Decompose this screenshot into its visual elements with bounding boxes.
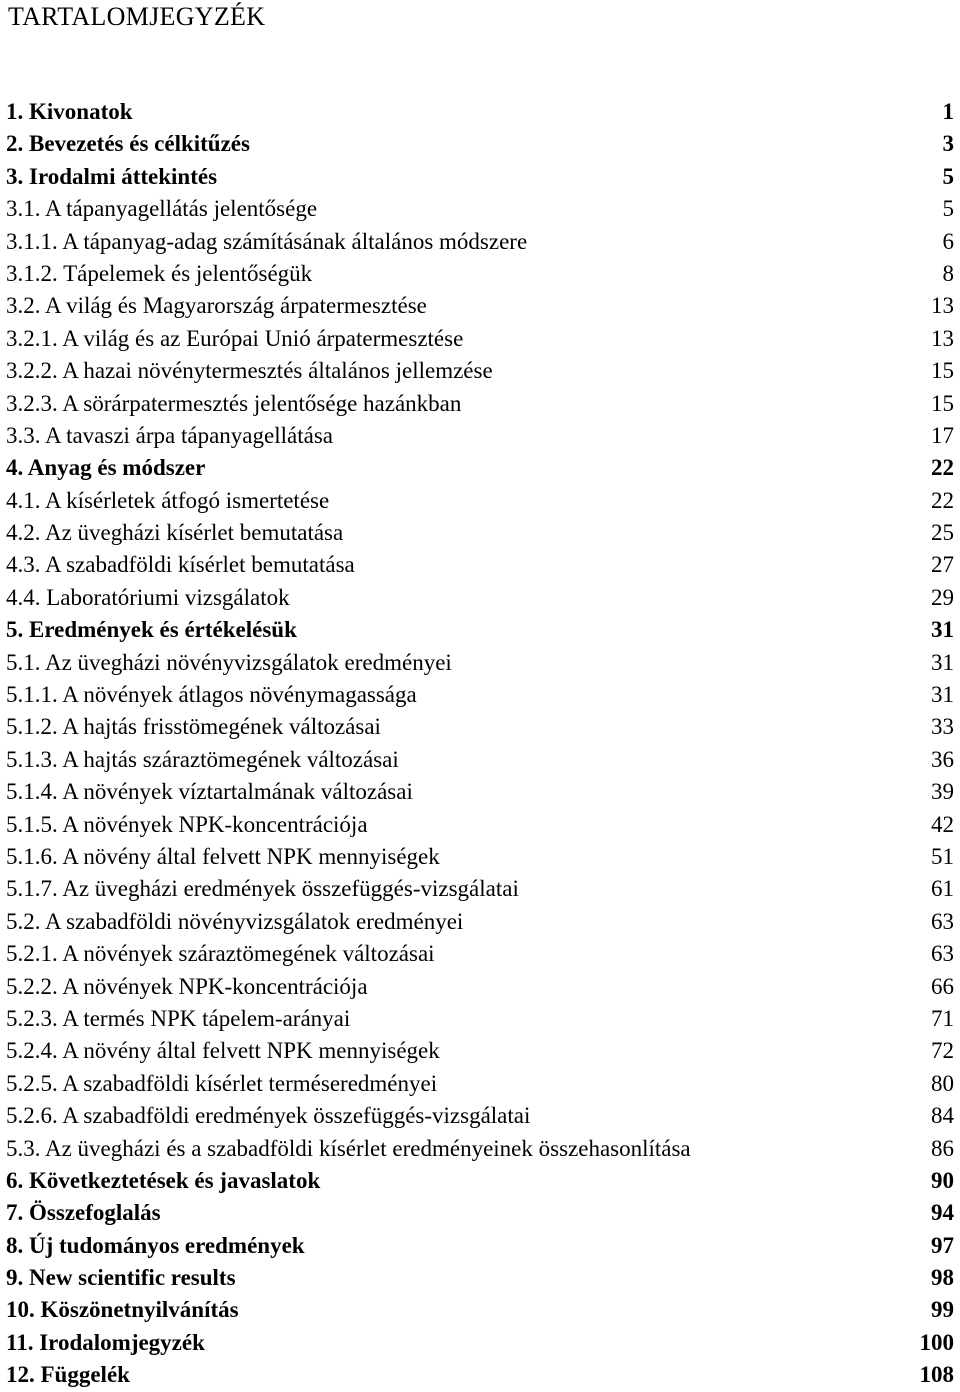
toc-entry [0, 323, 960, 355]
toc-entry-label: 5.1. Az üvegházi növényvizsgálatok eredményei [6, 649, 452, 675]
toc-entry-page-number: 22 [931, 455, 954, 481]
toc-entry-label: 5. Eredmények és értékelésük [6, 617, 297, 643]
toc-entry [0, 549, 960, 581]
toc-entry-label: 5.1.5. A növények NPK-koncentrációja [6, 811, 368, 837]
toc-entry-page-number: 80 [931, 1070, 954, 1096]
toc-entry-label: 5.2. A szabadföldi növényvizsgálatok eredményei [6, 908, 464, 934]
toc-entry-label: 5.1.4. A növények víztartalmának változásai [6, 779, 413, 805]
toc-entry-label: 5.1.7. Az üvegházi eredmények összefüggés-vizsgálatai [6, 876, 519, 902]
toc-entry-page-number: 29 [931, 584, 954, 610]
toc-entry-page-number: 8 [942, 260, 954, 286]
toc-entry [0, 744, 960, 776]
toc-entry-page-number: 5 [942, 196, 954, 222]
toc-entry-page-number: 6 [942, 228, 954, 254]
toc-entry-page-number: 25 [931, 520, 954, 546]
toc-entry-page-number: 94 [931, 1200, 954, 1226]
toc-entry-label: 5.1.3. A hajtás száraztömegének változásai [6, 746, 399, 772]
toc-entry-label: 8. Új tudományos eredmények [6, 1232, 305, 1258]
toc-entry-label: 5.2.3. A termés NPK tápelem-arányai [6, 1005, 351, 1031]
toc-entry-page-number: 13 [931, 293, 954, 319]
toc-entry-page-number: 31 [931, 617, 954, 643]
toc-entry [0, 1262, 960, 1294]
toc-entry [0, 938, 960, 970]
toc-entry-label: 4.4. Laboratóriumi vizsgálatok [6, 584, 290, 610]
toc-entry-label: 6. Következtetések és javaslatok [6, 1167, 321, 1193]
toc-entry [0, 1359, 960, 1391]
toc-entry [0, 452, 960, 484]
toc-entry [0, 161, 960, 193]
table-of-contents [0, 96, 960, 1392]
toc-entry-page-number: 36 [931, 746, 954, 772]
toc-entry [0, 1068, 960, 1100]
toc-entry-page-number: 84 [931, 1103, 954, 1129]
toc-entry [0, 290, 960, 322]
toc-entry-page-number: 98 [931, 1265, 954, 1291]
toc-entry-label: 1. Kivonatok [6, 99, 133, 124]
toc-entry-label: 5.2.4. A növény által felvett NPK mennyiségek [6, 1038, 440, 1064]
toc-entry [0, 258, 960, 290]
toc-entry-label: 4. Anyag és módszer [6, 455, 206, 481]
toc-entry-page-number: 61 [931, 876, 954, 902]
toc-entry [0, 1294, 960, 1326]
toc-entry-page-number: 71 [931, 1005, 954, 1031]
toc-entry [0, 485, 960, 517]
toc-entry-page-number: 3 [942, 131, 954, 157]
toc-entry-label: 5.1.2. A hajtás frisstömegének változásai [6, 714, 381, 740]
toc-entry [0, 1197, 960, 1229]
toc-entry-label: 5.2.2. A növények NPK-koncentrációja [6, 973, 368, 999]
toc-entry [0, 1165, 960, 1197]
toc-entry [0, 1133, 960, 1165]
toc-entry-label: 5.3. Az üvegházi és a szabadföldi kísérlet eredményeinek összehasonlítása [6, 1135, 691, 1161]
toc-entry-page-number: 17 [931, 422, 954, 448]
toc-entry-page-number: 1 [942, 99, 954, 124]
toc-entry-label: 4.2. Az üvegházi kísérlet bemutatása [6, 520, 344, 546]
toc-entry [0, 355, 960, 387]
toc-entry-label: 10. Köszönetnyilvánítás [6, 1297, 239, 1323]
toc-entry-label: 3.1.2. Tápelemek és jelentőségük [6, 260, 313, 286]
toc-entry [0, 873, 960, 905]
toc-entry-page-number: 72 [931, 1038, 954, 1064]
page-title: TARTALOMJEGYZÉK [8, 2, 266, 31]
toc-entry-label: 9. New scientific results [6, 1265, 236, 1291]
toc-entry-label: 3. Irodalmi áttekintés [6, 163, 218, 189]
toc-entry [0, 906, 960, 938]
toc-entry-label: 3.1.1. A tápanyag-adag számításának általános módszere [6, 228, 528, 254]
toc-entry-page-number: 39 [931, 779, 954, 805]
toc-entry-page-number: 63 [931, 908, 954, 934]
toc-entry [0, 711, 960, 743]
toc-entry [0, 809, 960, 841]
toc-entry [0, 193, 960, 225]
toc-entry-label: 5.2.5. A szabadföldi kísérlet terméseredményei [6, 1070, 438, 1096]
toc-entry-label: 12. Függelék [6, 1362, 130, 1388]
toc-entry-page-number: 33 [931, 714, 954, 740]
toc-entry-page-number: 86 [931, 1135, 954, 1161]
toc-entry-label: 2. Bevezetés és célkitűzés [6, 131, 250, 157]
toc-entry-label: 4.1. A kísérletek átfogó ismertetése [6, 487, 330, 513]
toc-entry-label: 3.2.2. A hazai növénytermesztés általános jellemzése [6, 358, 493, 384]
toc-entry [0, 776, 960, 808]
toc-entry-label: 7. Összefoglalás [6, 1200, 161, 1226]
toc-entry [0, 1035, 960, 1067]
toc-entry-label: 4.3. A szabadföldi kísérlet bemutatása [6, 552, 355, 578]
toc-entry-label: 3.2.1. A világ és az Európai Unió árpatermesztése [6, 325, 464, 351]
toc-entry-page-number: 100 [919, 1329, 954, 1355]
toc-entry-label: 3.3. A tavaszi árpa tápanyagellátása [6, 422, 333, 448]
toc-entry-page-number: 15 [931, 358, 954, 384]
toc-entry-label: 3.2.3. A sörárpatermesztés jelentősége hazánkban [6, 390, 462, 416]
toc-entry-label: 5.1.6. A növény által felvett NPK mennyiségek [6, 843, 440, 869]
toc-entry-page-number: 15 [931, 390, 954, 416]
toc-entry-label: 5.1.1. A növények átlagos növénymagassága [6, 682, 417, 708]
toc-entry [0, 1100, 960, 1132]
toc-entry-page-number: 51 [931, 843, 954, 869]
toc-entry-label: 5.2.6. A szabadföldi eredmények összefüggés-vizsgálatai [6, 1103, 531, 1129]
toc-entry-page-number: 66 [931, 973, 954, 999]
toc-entry-label: 5.2.1. A növények száraztömegének változásai [6, 941, 435, 967]
toc-entry-page-number: 22 [931, 487, 954, 513]
toc-entry-page-number: 5 [942, 163, 954, 189]
toc-entry-page-number: 99 [931, 1297, 954, 1323]
toc-entry [0, 226, 960, 258]
toc-entry [0, 517, 960, 549]
toc-entry-page-number: 13 [931, 325, 954, 351]
toc-entry-label: 3.2. A világ és Magyarország árpatermesztése [6, 293, 427, 319]
toc-entry [0, 971, 960, 1003]
toc-entry-page-number: 97 [931, 1232, 954, 1258]
toc-entry-label: 11. Irodalomjegyzék [6, 1329, 205, 1355]
toc-entry-page-number: 63 [931, 941, 954, 967]
toc-entry [0, 1003, 960, 1035]
toc-entry [0, 841, 960, 873]
toc-entry [0, 1327, 960, 1359]
toc-entry [0, 96, 960, 128]
toc-entry-page-number: 31 [931, 649, 954, 675]
toc-entry [0, 582, 960, 614]
toc-entry-page-number: 42 [931, 811, 954, 837]
toc-entry [0, 388, 960, 420]
toc-entry [0, 679, 960, 711]
toc-entry [0, 420, 960, 452]
toc-entry-label: 3.1. A tápanyagellátás jelentősége [6, 196, 318, 222]
toc-entry-page-number: 31 [931, 682, 954, 708]
toc-entry [0, 1230, 960, 1262]
toc-entry [0, 614, 960, 646]
toc-entry [0, 647, 960, 679]
toc-entry [0, 128, 960, 160]
toc-entry-page-number: 108 [919, 1362, 954, 1388]
toc-entry-page-number: 27 [931, 552, 954, 578]
toc-entry-page-number: 90 [931, 1167, 954, 1193]
